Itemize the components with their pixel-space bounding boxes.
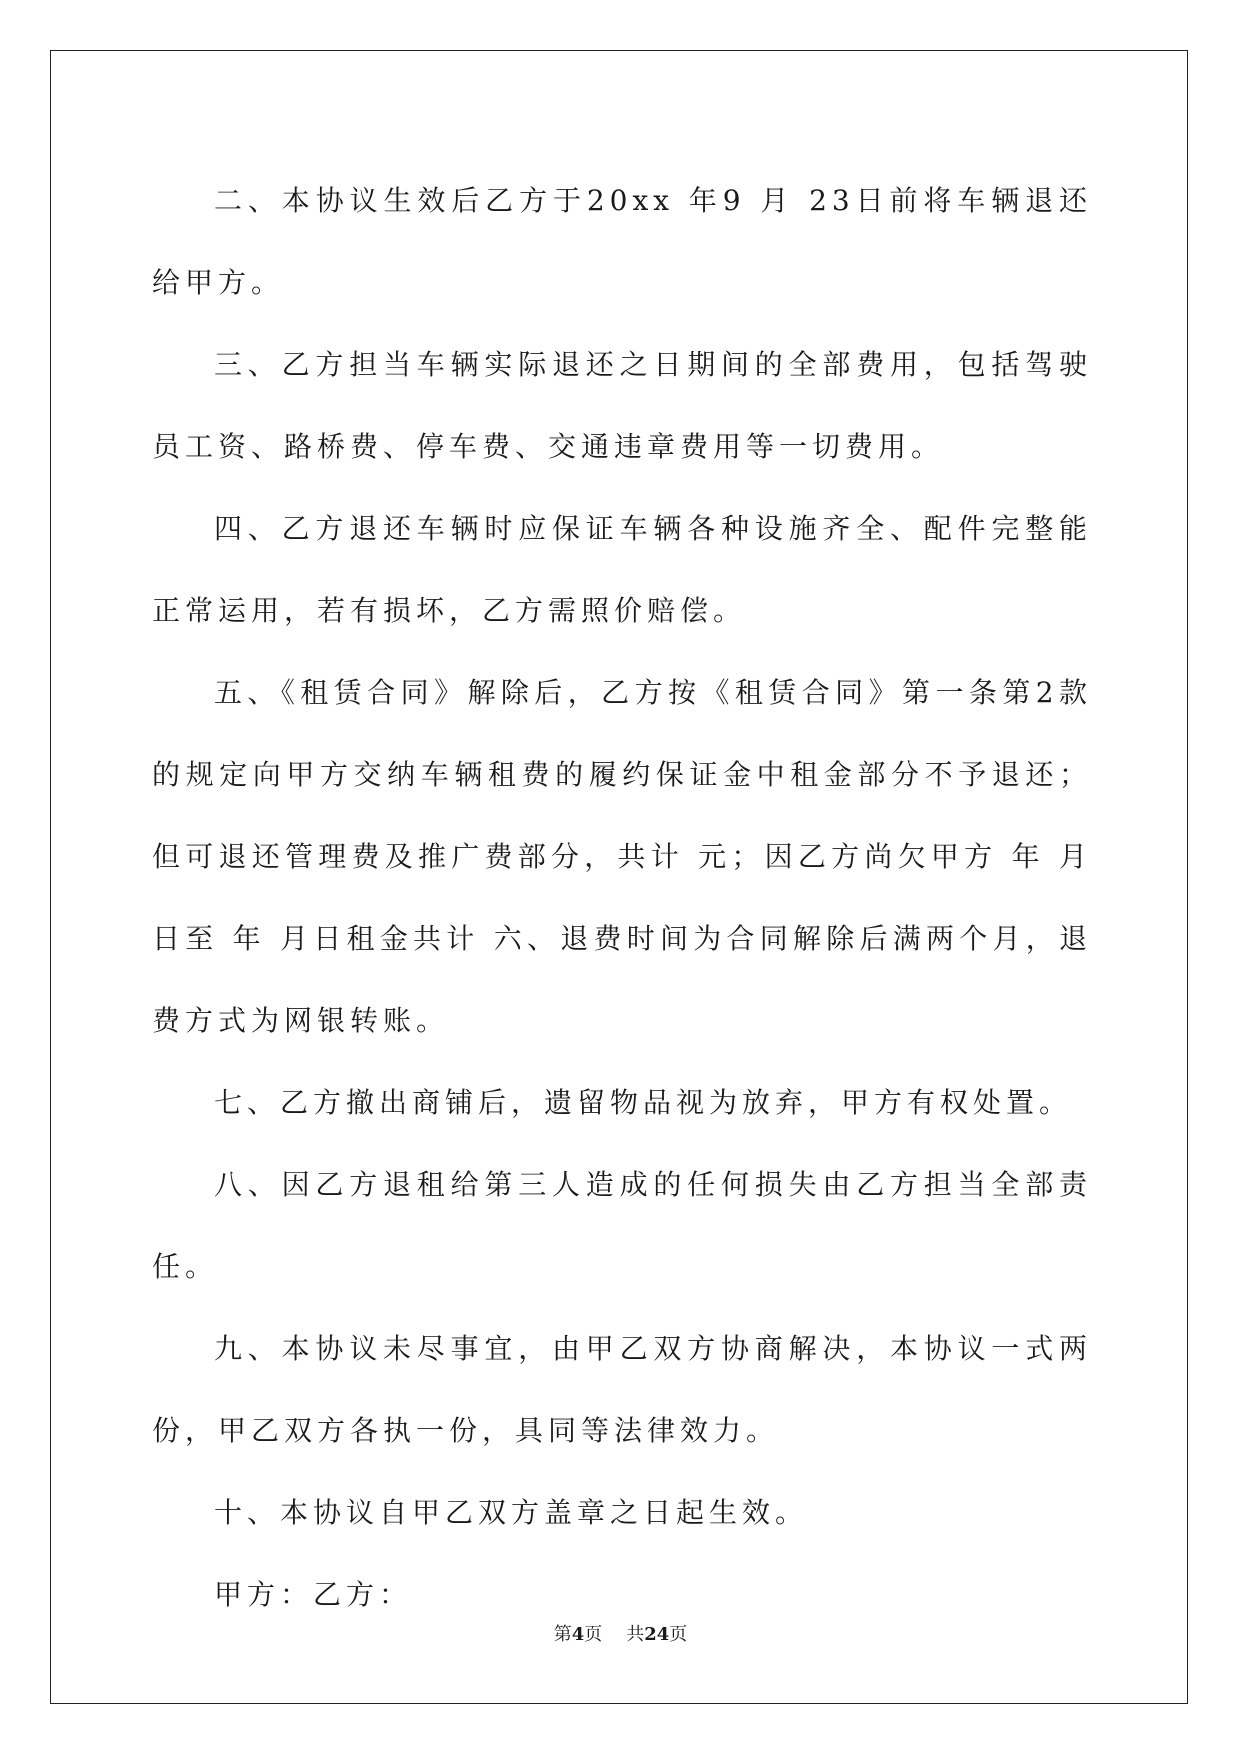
footer-total-suffix: 页 (669, 1624, 688, 1645)
page-footer (0, 1620, 1241, 1646)
document-body (152, 160, 1092, 1636)
footer-total-prefix: 共 (626, 1624, 645, 1645)
paragraph-3: 三、乙方担当车辆实际退还之日期间的全部费用，包括驾驶员工资、路桥费、停车费、交通违章费用等一切费用。 (152, 348, 1092, 463)
paragraph-9: 九、本协议未尽事宜，由甲乙双方协商解决，本协议一式两份，甲乙双方各执一份，具同等法律效力。 (152, 1332, 1092, 1447)
signature-line: 甲方：乙方： (214, 1578, 413, 1611)
footer-page-suffix: 页 (584, 1624, 603, 1645)
paragraph-4: 四、乙方退还车辆时应保证车辆各种设施齐全、配件完整能正常运用，若有损坏，乙方需照价赔偿。 (152, 512, 1092, 627)
page-number: 4 (571, 1624, 585, 1645)
paragraph-5: 五、《租赁合同》解除后，乙方按《租赁合同》第一条第2款的规定向甲方交纳车辆租费的履约保证金中租金部分不予退还；但可退还管理费及推广费部分，共计 元；因乙方尚欠甲方 年 月 日至 年 月日租金共计 六、退费时间为合同解除后满两个月，退费方式为网银转账。 (152, 676, 1092, 1037)
paragraph-10: 十、本协议自甲乙双方盖章之日起生效。 (214, 1496, 809, 1529)
paragraph-8: 八、因乙方退租给第三人造成的任何损失由乙方担当全部责任。 (152, 1168, 1092, 1283)
footer-prefix: 第 (553, 1624, 572, 1645)
paragraph-7: 七、乙方撤出商铺后，遗留物品视为放弃，甲方有权处置。 (214, 1086, 1073, 1119)
total-pages: 24 (644, 1624, 670, 1645)
paragraph-2: 二、本协议生效后乙方于20xx 年9 月 23日前将车辆退还给甲方。 (152, 184, 1092, 299)
